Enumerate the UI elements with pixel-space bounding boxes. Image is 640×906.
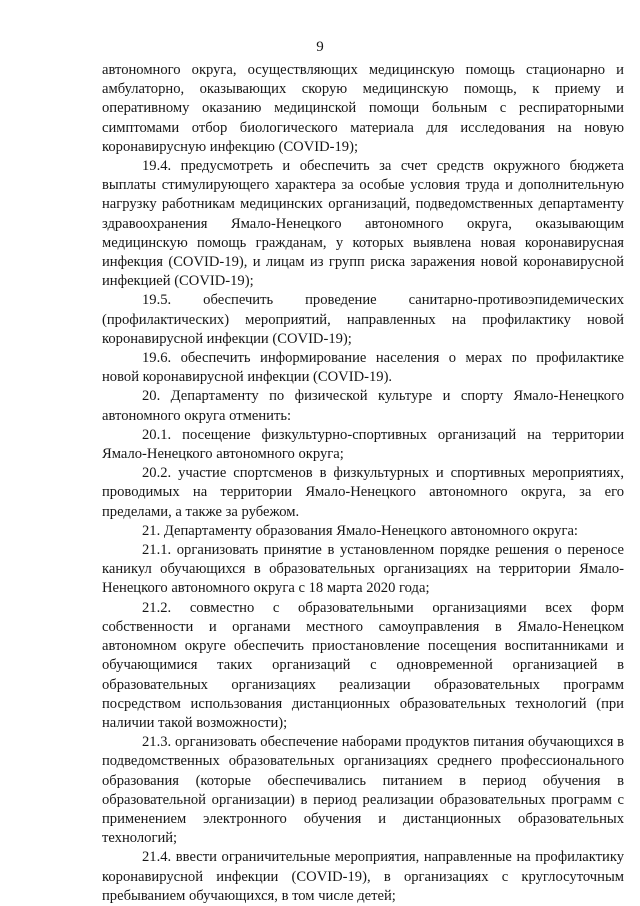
paragraph-20: 20. Департаменту по физической культуре и спорту Ямало-Ненецкого автономного округа отменить: [102,388,624,424]
paragraph-20-2: 20.2. участие спортсменов в физкультурных и спортивных мероприятиях, проводимых на территории Ямало-Ненецкого автономного округа, за его пределами, а также за рубежом. [102,465,624,520]
page-number: 9 [316,39,324,55]
paragraph-19-5: 19.5. обеспечить проведение санитарно-противоэпидемических (профилактических) мероприятий, направленных на профилактику новой коронавирусной инфекции (COVID-19); [102,292,624,347]
paragraph-21-1: 21.1. организовать принятие в установленном порядке решения о переносе каникул обучающихся в образовательных организациях на территории Ямало-Ненецкого автономного округа с 18 марта 2020 года; [102,542,624,597]
paragraph-21-2: 21.2. совместно с образовательными организациями всех форм собственности и органами местного самоуправления в Ямало-Ненецком автономном округе обеспечить приостановление посещения воспитанниками и обучающимися таких организаций с одновременной организацией в образовательных организациях реализации образовательных программ посредством использования дистанционных образовательных технологий (при наличии такой возможности); [102,599,624,731]
document-body [102,61,624,906]
paragraph-19-4: 19.4. предусмотреть и обеспечить за счет средств окружного бюджета выплаты стимулирующего характера за особые условия труда и дополнительную нагрузку работникам медицинских организаций, подведомственных департаменту здравоохранения Ямало-Ненецкого автономного округа, оказывающим медицинскую помощь гражданам, у которых выявлена новая коронавирусная инфекция (COVID-19), и лицам из групп риска заражения новой коронавирусной инфекцией (COVID-19); [102,158,624,290]
paragraph-21: 21. Департаменту образования Ямало-Ненецкого автономного округа: [142,522,578,539]
paragraph-21-3: 21.3. организовать обеспечение наборами продуктов питания обучающихся в подведомственных образовательных организациях среднего профессионального образования (которые обеспечивались питанием в период обучения в образовательной организации) в период реализации образовательных программ с применением электронного обучения и дистанционных образовательных технологий; [102,734,624,847]
paragraph-20-1: 20.1. посещение физкультурно-спортивных организаций на территории Ямало-Ненецкого автономного округа; [102,426,624,463]
paragraph-continuation: автономного округа, осуществляющих медицинскую помощь стационарно и амбулаторно, оказывающих скорую медицинскую помощь, к приему и оперативному оказанию медицинской помощи больным с респираторными симптомами отбор биологического материала для исследования на новую коронавирусную инфекцию (COVID-19); [102,62,624,155]
paragraph-19-6: 19.6. обеспечить информирование населения о мерах по профилактике новой коронавирусной инфекции (COVID-19). [102,350,624,386]
paragraph-21-4: 21.4. ввести ограничительные мероприятия, направленные на профилактику коронавирусной инфекции (COVID-19), в организациях с круглосуточным пребыванием обучающихся, в том числе детей; [102,849,624,904]
